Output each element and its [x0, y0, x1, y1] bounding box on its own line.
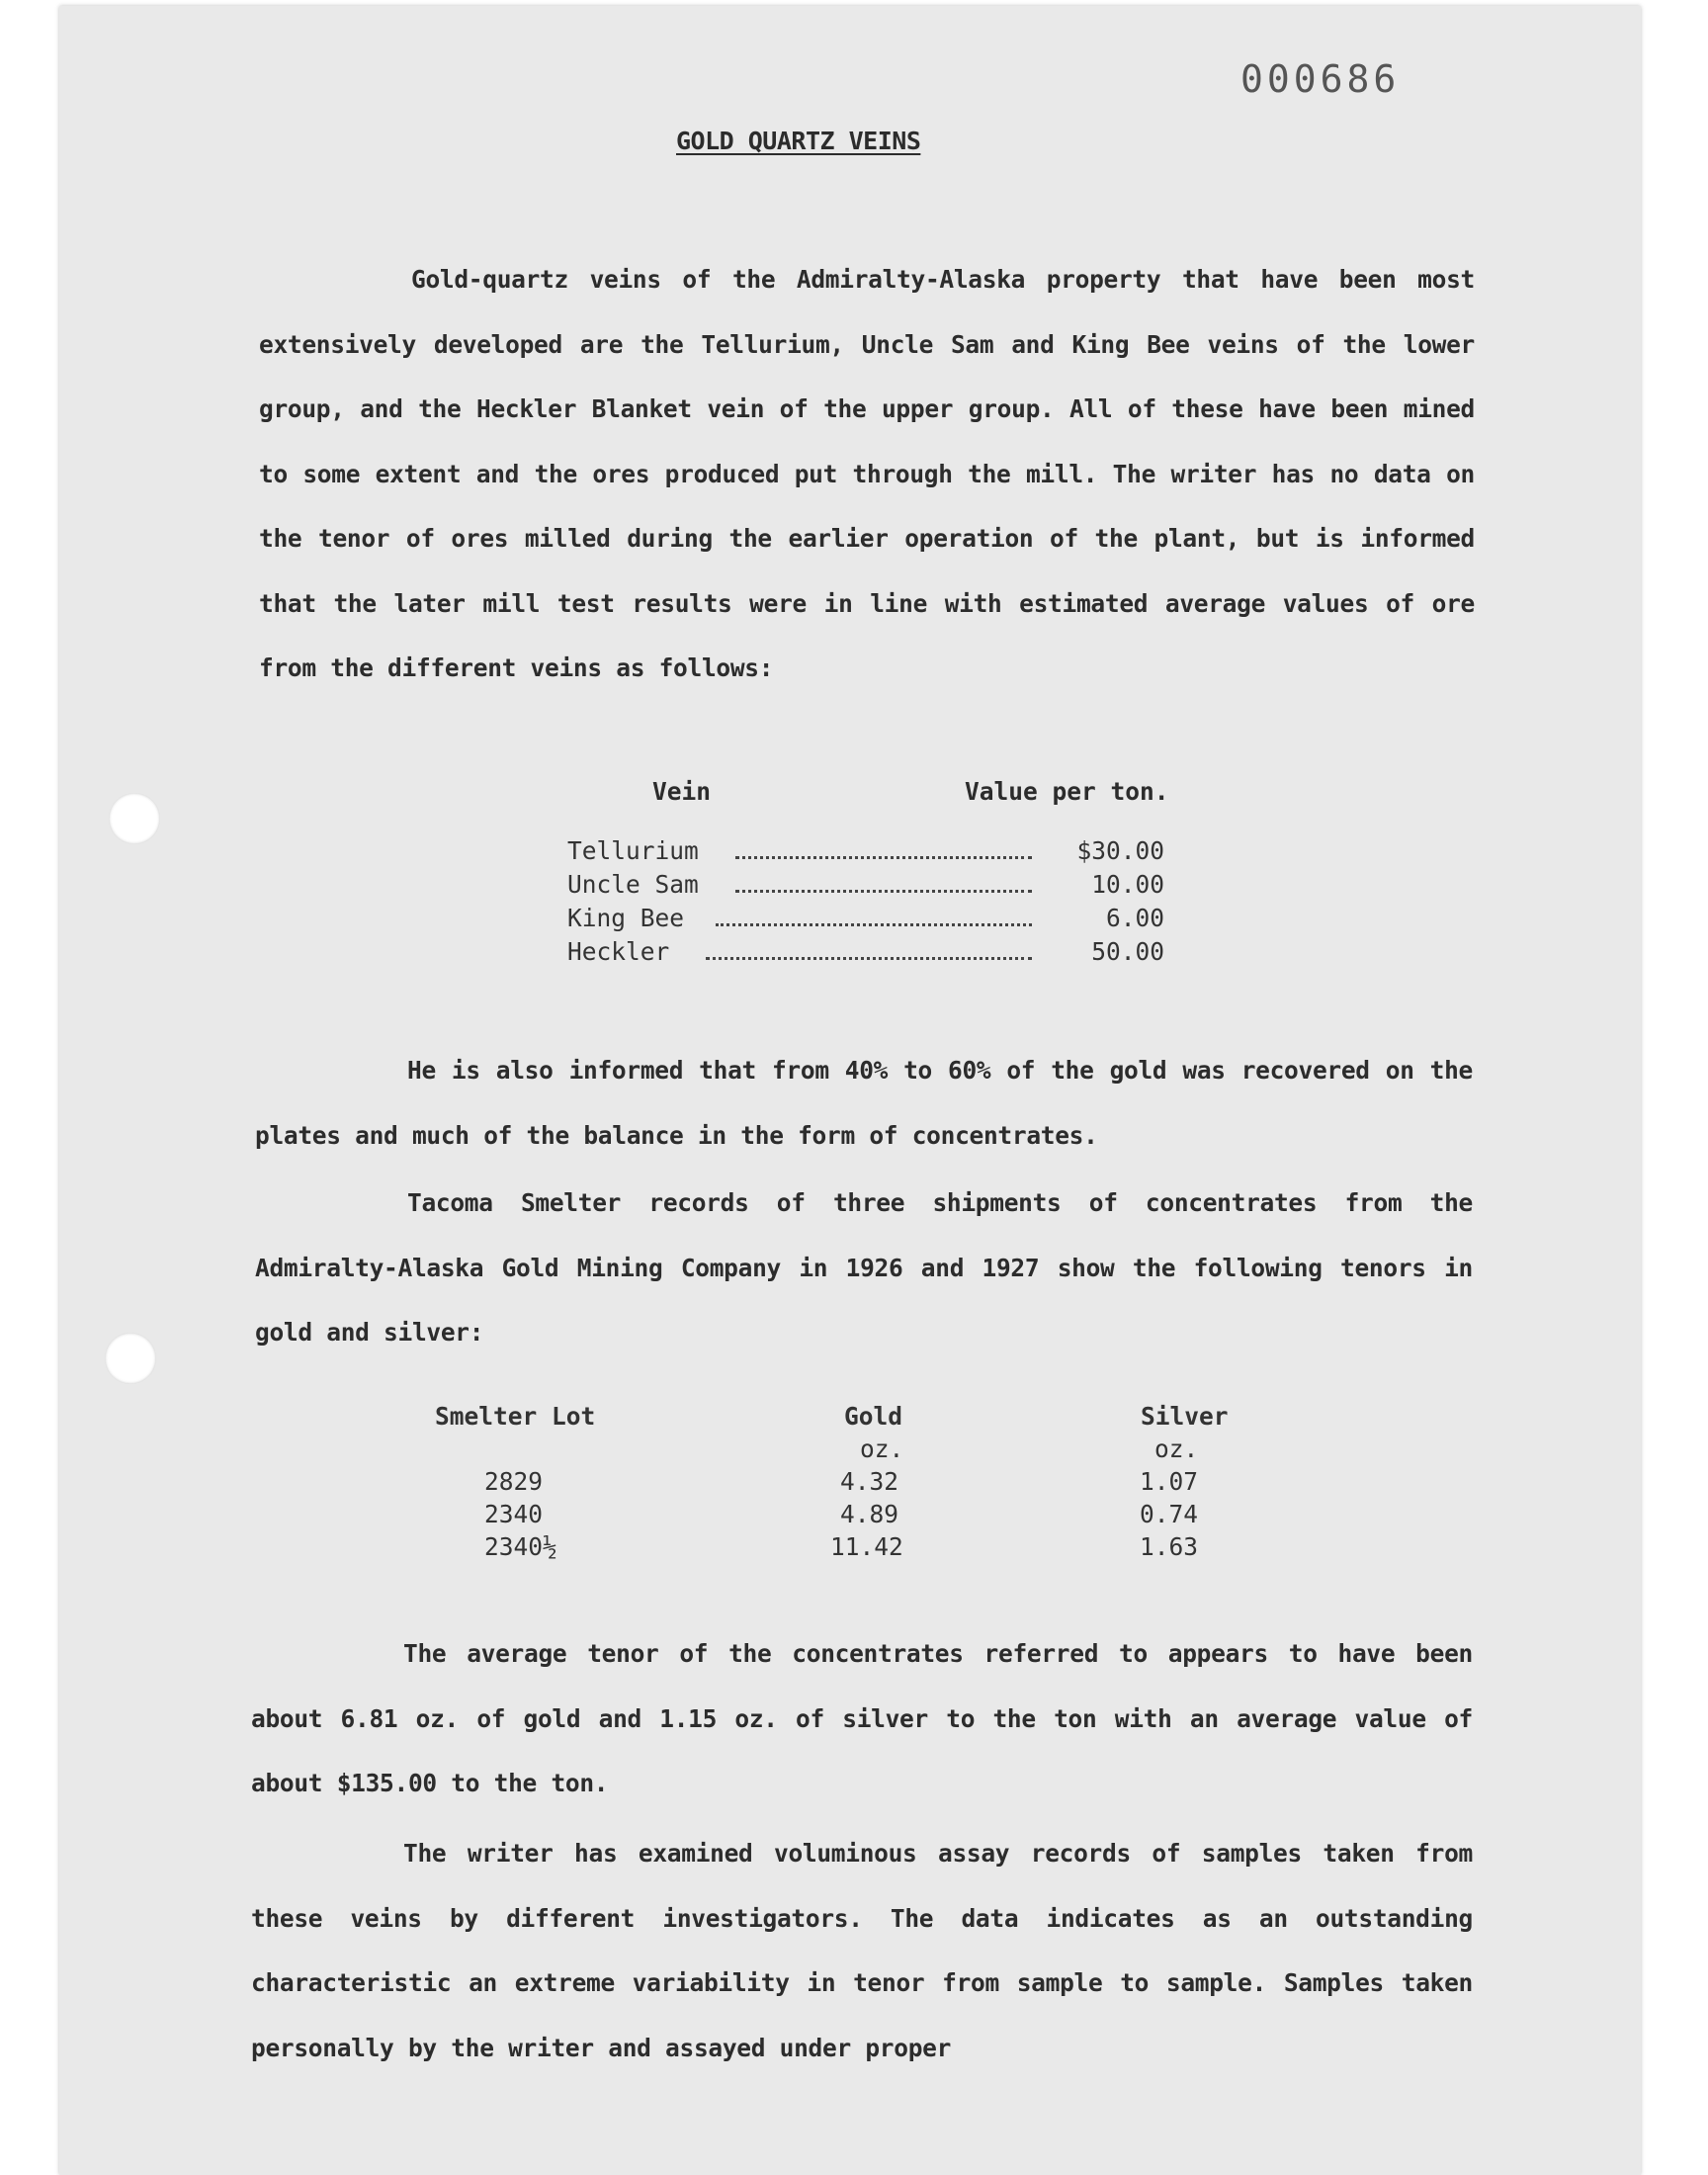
vein-value: 50.00: [1091, 937, 1164, 966]
dot-leader: [716, 912, 1032, 926]
vein-value: 10.00: [1091, 870, 1164, 899]
vein-name: Heckler: [567, 937, 670, 966]
gold-value: 4.32: [840, 1467, 899, 1496]
table-row: [425, 1532, 1315, 1565]
dot-leader: [735, 878, 1032, 893]
vein-name: King Bee: [567, 904, 685, 932]
silver-value: 0.74: [1140, 1500, 1199, 1528]
table-row: [425, 1500, 1315, 1532]
dot-leader: [735, 844, 1032, 859]
table-header: [567, 777, 1200, 836]
vein-value-table: [567, 777, 1200, 971]
smelter-lot-table: [425, 1402, 1315, 1565]
paragraph-smelter-records: Tacoma Smelter records of three shipments of concentrates from the Admiralty-Alaska Gold Mining Company in 1926 and 1927 show the following tenors in gold and silver:: [255, 1188, 1473, 1347]
dot-leader: [706, 945, 1032, 960]
table-row: [567, 937, 1200, 971]
table-header: [425, 1402, 1315, 1435]
paragraph-recovery: He is also informed that from 40% to 60% of the gold was recovered on the plates and much of the balance in the form of concentrates.: [255, 1056, 1473, 1150]
column-header-gold: Gold: [844, 1402, 903, 1431]
vein-name: Tellurium: [567, 836, 699, 865]
table-row: [567, 870, 1200, 904]
column-header-silver: Silver: [1141, 1402, 1229, 1431]
table-units-row: [425, 1435, 1315, 1467]
page-number: 000686: [1240, 57, 1401, 101]
paragraph-average-tenor: The average tenor of the concentrates referred to appears to have been about 6.81 oz. of gold and 1.15 oz. of silver to the ton with an average value of about $135.00 to the ton.: [251, 1639, 1473, 1797]
lot-number: 2829: [484, 1467, 544, 1496]
column-header-vein: Vein: [652, 777, 712, 806]
lot-number: 2340½: [484, 1532, 557, 1561]
gold-value: 11.42: [830, 1532, 903, 1561]
vein-value: $30.00: [1076, 836, 1164, 865]
paragraph-intro: Gold-quartz veins of the Admiralty-Alaska property that have been most extensively developed are the Tellurium, Uncle Sam and King Bee veins of the lower group, and the Heckler Blanket vein of the upper group. All of these have been mined to some extent and the ores produced put through the mill. The writer has no data on the tenor of ores milled during the earlier operation of the plant, but is informed that the later mill test results were in line with estimated average values of ore from the different veins as follows:: [259, 265, 1475, 682]
lot-number: 2340: [484, 1500, 544, 1528]
punch-hole: [109, 793, 160, 844]
silver-value: 1.07: [1140, 1467, 1199, 1496]
table-row: [425, 1467, 1315, 1500]
vein-value: 6.00: [1105, 904, 1164, 932]
punch-hole: [105, 1333, 156, 1384]
column-header-value: Value per ton.: [965, 777, 1169, 806]
unit-silver: oz.: [1154, 1435, 1199, 1463]
paragraph-assay-records: The writer has examined voluminous assay records of samples taken from these veins by different investigators. The data indicates as an outstanding characteristic an extreme variability in tenor from sample to sample. Samples taken personally by the writer and assayed under proper: [251, 1839, 1473, 2062]
column-header-lot: Smelter Lot: [435, 1402, 596, 1431]
vein-name: Uncle Sam: [567, 870, 699, 899]
document-title: GOLD QUARTZ VEINS: [676, 127, 921, 155]
gold-value: 4.89: [840, 1500, 899, 1528]
silver-value: 1.63: [1140, 1532, 1199, 1561]
table-row: [567, 904, 1200, 937]
table-row: [567, 836, 1200, 870]
unit-gold: oz.: [860, 1435, 904, 1463]
